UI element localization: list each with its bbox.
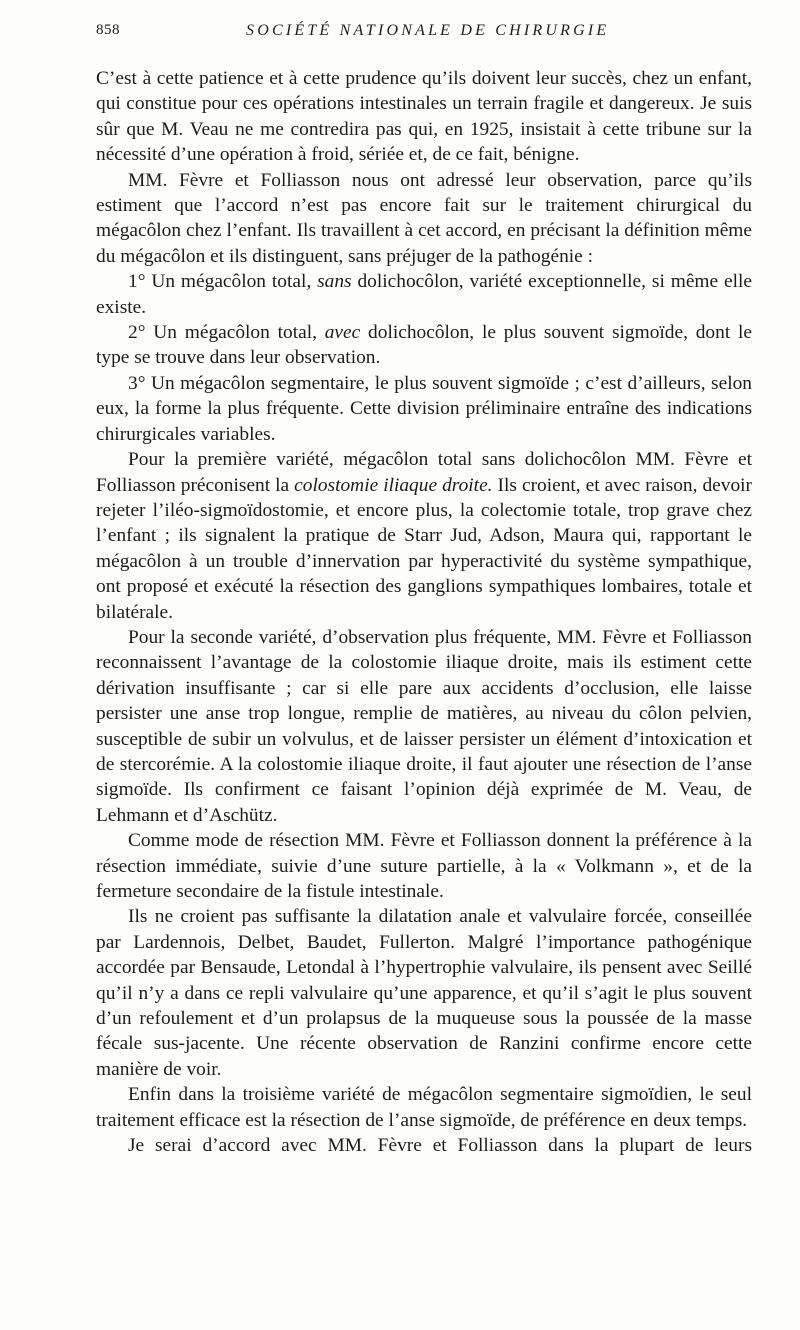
paragraph-1: C’est à cette patience et à cette prudence qu’ils doivent leur succès, chez un enfant, qui constitue pour ces opérations intestinales un terrain fragile et dangereux. Je suis sûr que M. Veau ne me contredira pas qui, en 1925, insistait à cette tribune sur la nécessité d’une opération à froid, sériée et, de ce fait, bénigne. (96, 68, 752, 166)
paragraph-9: Ils ne croient pas suffisante la dilatation anale et valvulaire forcée, conseillée par Lardennois, Delbet, Baudet, Fullerton. Malgré l’importance pathogénique accordée par Bensaude, Letondal à l’hypertrophie valvulaire, ils pensent avec Seillé qu’il n’y a dans ce repli valvulaire qu’une apparence, et qu’il s’agit le plus souvent d’un refoulement et d’un prolapsus de la muqueuse sous la poussée de la masse fécale sus-jacente. Une récente observation de Ranzini confirme encore cette manière de voir. (96, 906, 752, 1080)
page-header (96, 22, 752, 46)
paragraph-6-emphasis: colostomie iliaque droite. (294, 474, 493, 496)
paragraph-2: MM. Fèvre et Folliasson nous ont adressé leur observation, parce qu’ils estiment que l’accord n’est pas encore fait sur le traitement chirurgical du mégacôlon chez l’enfant. Ils travaillent à cet accord, en précisant la définition même du mégacôlon et ils distinguent, sans préjuger de la pathogénie : (96, 169, 752, 267)
paragraph-7: Pour la seconde variété, d’observation plus fréquente, MM. Fèvre et Folliasson reconnaissent l’avantage de la colostomie iliaque droite, mais ils estiment cette dérivation insuffisante ; car si elle pare aux accidents d’occlusion, elle laisse persister une anse trop longue, remplie de matières, au niveau du côlon pelvien, susceptible de subir un volvulus, et de laisser persister un élément d’intoxication et de stercorémie. A la colostomie iliaque droite, il faut ajouter une résection de l’anse sigmoïde. Ils confirment ce faisant l’opinion déjà exprimée de M. Veau, de Lehmann et d’Aschütz. (96, 626, 752, 826)
body-text (96, 66, 752, 1158)
paragraph-3-after: dolichocôlon, variété exceptionnelle, si même elle existe. (96, 271, 752, 318)
paragraph-3-emphasis: sans (317, 271, 352, 293)
paragraph-6 (96, 447, 752, 625)
paragraph-3-before: 1° Un mégacôlon total, (128, 271, 318, 293)
paragraph-11: Je serai d’accord avec MM. Fèvre et Folliasson dans la plupart de leurs (128, 1135, 752, 1157)
paragraph-3 (96, 269, 752, 320)
paragraph-8: Comme mode de résection MM. Fèvre et Folliasson donnent la préférence à la résection immédiate, suivie d’une suture partielle, à la « Volkmann », et de la fermeture secondaire de la fistule intestinale. (96, 830, 752, 902)
paragraph-4 (96, 320, 752, 371)
paragraph-4-after: dolichocôlon, le plus souvent sigmoïde, dont le type se trouve dans leur observation. (96, 322, 752, 369)
paragraph-5: 3° Un mégacôlon segmentaire, le plus souvent sigmoïde ; c’est d’ailleurs, selon eux, la forme la plus fréquente. Cette division préliminaire entraîne des indications chirurgicales variables. (96, 372, 752, 445)
paragraph-6-after: Ils croient, et avec raison, devoir rejeter l’iléo-sigmoïdostomie, et encore plus, la colectomie totale, trop grave chez l’enfant ; ils signalent la pratique de Starr Jud, Adson, Maura qui, rapportant le mégacôlon à un trouble d’innervation par hyperactivité du système sympathique, ont proposé et exécuté la résection des ganglions sympathiques lombaires, totale et bilatérale. (96, 474, 752, 623)
paragraph-10: Enfin dans la troisième variété de mégacôlon segmentaire sigmoïdien, le seul traitement efficace est la résection de l’anse sigmoïde, de préférence en deux temps. (96, 1084, 752, 1131)
paragraph-4-before: 2° Un mégacôlon total, (128, 322, 325, 344)
page-number: 858 (96, 22, 120, 38)
paragraph-6-before: Pour la première variété, mégacôlon total sans dolichocôlon MM. Fèvre et Folliasson préconisent la (96, 449, 752, 496)
running-title: SOCIÉTÉ NATIONALE DE CHIRURGIE (246, 22, 610, 39)
paragraph-4-emphasis: avec (324, 322, 361, 344)
